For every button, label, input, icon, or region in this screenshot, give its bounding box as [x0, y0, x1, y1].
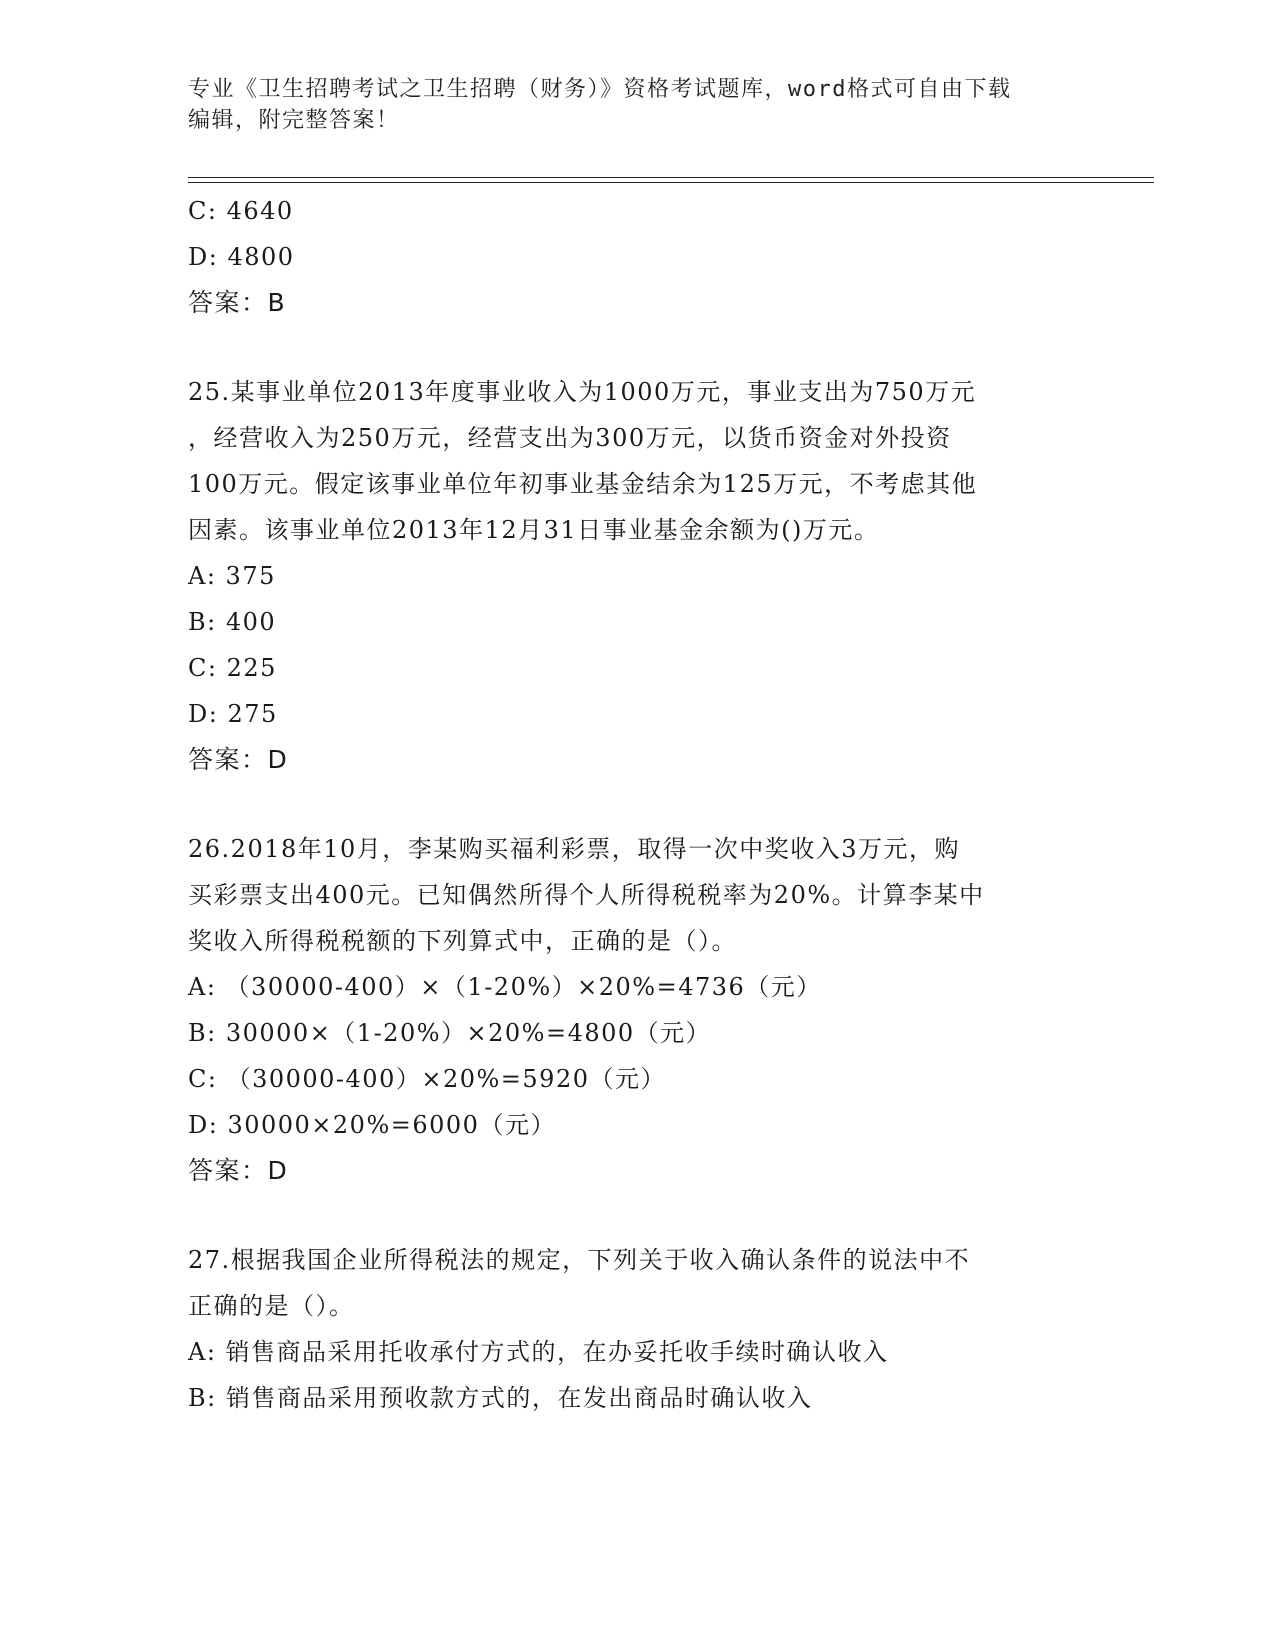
answer-line: 答案：B: [188, 288, 287, 317]
option-a: A: 销售商品采用托收承付方式的，在办妥托收手续时确认收入: [188, 1338, 889, 1366]
option-d: D: 4800: [188, 243, 295, 271]
header-divider: [188, 177, 1154, 183]
question-24-tail: [188, 188, 1088, 326]
option-b: B: 30000×（1-20%）×20%=4800（元）: [188, 1019, 712, 1047]
question-text-line: 因素。该事业单位2013年12月31日事业基金余额为()万元。: [188, 516, 880, 544]
answer-line: 答案：D: [188, 1156, 289, 1185]
question-text-line: 奖收入所得税税额的下列算式中，正确的是（）。: [188, 927, 737, 955]
question-26: [188, 826, 1088, 1194]
option-a: A: 375: [188, 562, 276, 590]
question-25: [188, 369, 1088, 783]
question-text-line: 26.2018年10月，李某购买福利彩票，取得一次中奖收入3万元，购: [188, 835, 961, 863]
option-c: C: （30000-400）×20%=5920（元）: [188, 1065, 666, 1093]
question-text-line: 正确的是（）。: [188, 1292, 355, 1320]
question-list: [188, 188, 1088, 1421]
option-b: B: 销售商品采用预收款方式的，在发出商品时确认收入: [188, 1384, 813, 1412]
option-a: A: （30000-400）×（1-20%）×20%=4736（元）: [188, 973, 822, 1001]
option-c: C: 225: [188, 654, 277, 682]
answer-line: 答案：D: [188, 745, 289, 774]
question-text-line: 买彩票支出400元。已知偶然所得个人所得税税率为20%。计算李某中: [188, 881, 985, 909]
option-b: B: 400: [188, 608, 277, 636]
option-c: C: 4640: [188, 197, 294, 225]
question-text-line: 25.某事业单位2013年度事业收入为1000万元，事业支出为750万元: [188, 378, 977, 406]
header-line-1: 专业《卫生招聘考试之卫生招聘（财务）》资格考试题库，word格式可自由下载: [188, 77, 1012, 102]
question-text-line: 100万元。假定该事业单位年初事业基金结余为125万元，不考虑其他: [188, 470, 978, 498]
document-header: [188, 74, 1088, 136]
question-text-line: ，经营收入为250万元，经营支出为300万元，以货币资金对外投资: [188, 424, 952, 452]
header-line-2: 编辑，附完整答案！: [188, 108, 400, 133]
option-d: D: 30000×20%=6000（元）: [188, 1111, 556, 1139]
question-text-line: 27.根据我国企业所得税法的规定，下列关于收入确认条件的说法中不: [188, 1246, 971, 1274]
option-d: D: 275: [188, 700, 278, 728]
question-27: [188, 1237, 1088, 1421]
